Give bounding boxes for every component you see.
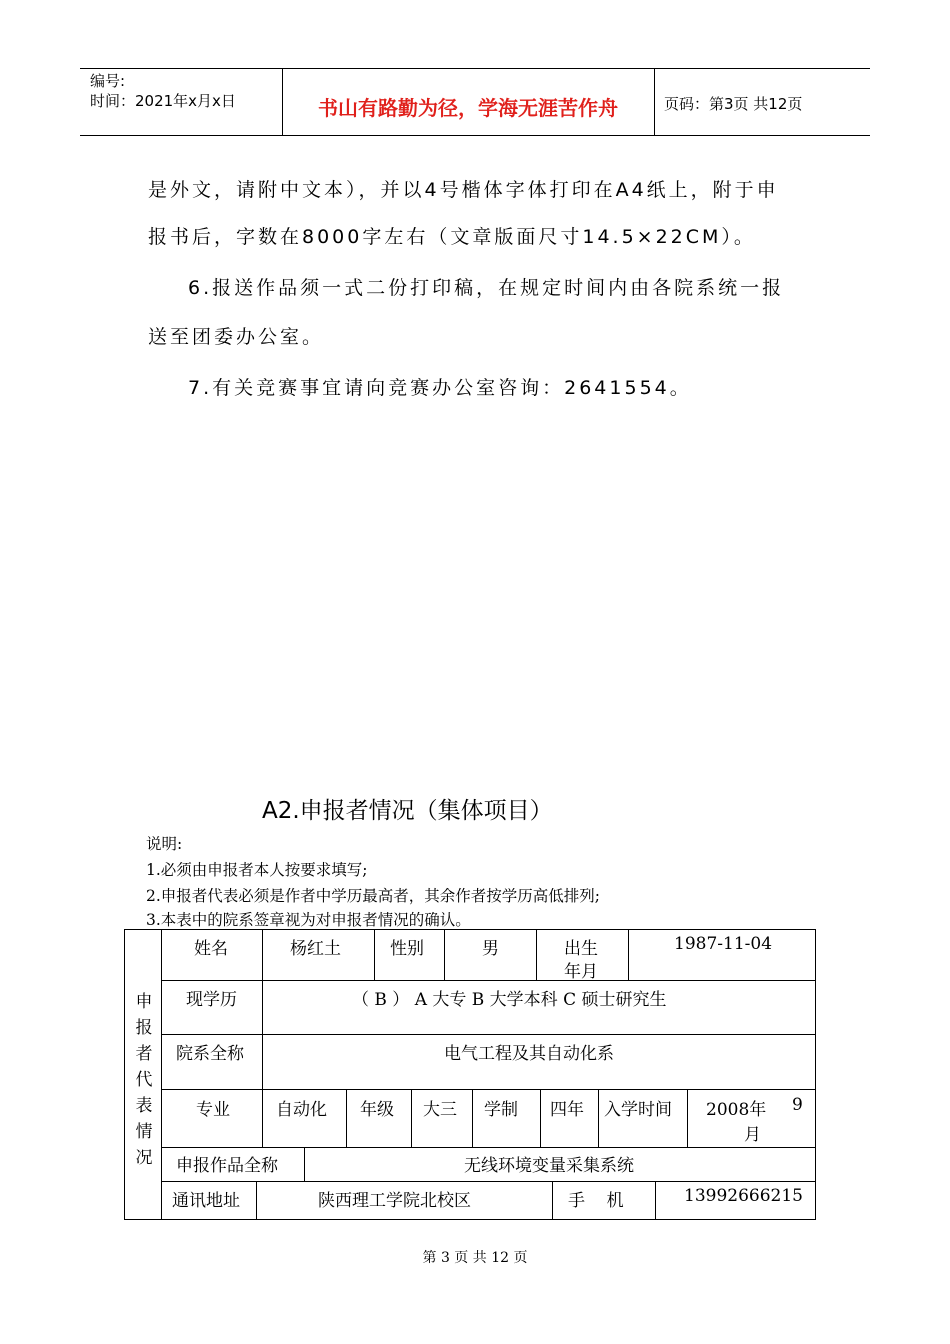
note-heading: 说明: <box>146 835 183 853</box>
body-line-2: 报书后，字数在8000字左右（文章版面尺寸14.5×22CM）。 <box>148 226 756 248</box>
enroll-value-year: 2008年 <box>706 1100 767 1120</box>
body-line-1: 是外文，请附中文本），并以4号楷体字体打印在A4纸上，附于申 <box>148 179 779 201</box>
enroll-label: 入学时间 <box>604 1100 672 1120</box>
body-line-3: 6.报送作品须一式二份打印稿，在规定时间内由各院系统一报 <box>188 277 785 299</box>
phone-value: 13992666215 <box>684 1186 803 1206</box>
note-item-1: 1.必须由申报者本人按要求填写; <box>146 861 368 879</box>
note-item-3: 3.本表中的院系签章视为对申报者情况的确认。 <box>146 911 471 929</box>
work-title-value: 无线环境变量采集系统 <box>464 1156 634 1176</box>
applicant-table <box>124 929 816 1220</box>
applicant-side-label: 申 报 者 代 表 情 况 <box>135 992 153 1168</box>
header-meta <box>90 71 236 111</box>
header-bottom-rule <box>80 135 870 136</box>
education-label: 现学历 <box>186 990 237 1010</box>
body-line-4: 送至团委办公室。 <box>148 326 325 348</box>
grade-value: 大三 <box>423 1100 457 1120</box>
name-label: 姓名 <box>194 939 228 959</box>
birth-value: 1987-11-04 <box>674 934 773 954</box>
header-top-rule <box>80 68 870 69</box>
major-label: 专业 <box>196 1100 230 1120</box>
work-title-label: 申报作品全称 <box>176 1156 278 1176</box>
education-value: （ B ） A 大专 B 大学本科 C 硕士研究生 <box>352 990 667 1010</box>
birth-label-line2: 年月 <box>564 962 598 982</box>
phone-label: 手 机 <box>568 1191 624 1211</box>
major-value: 自动化 <box>276 1100 327 1120</box>
grade-label: 年级 <box>360 1100 394 1120</box>
address-label: 通讯地址 <box>172 1191 240 1211</box>
header-page-indicator: 页码：第3页 共12页 <box>664 95 803 113</box>
document-time-label: 时间：2021年x月x日 <box>90 92 236 110</box>
gender-label: 性别 <box>390 939 424 959</box>
name-value: 杨红土 <box>290 939 341 959</box>
note-item-2: 2.申报者代表必须是作者中学历最高者，其余作者按学历高低排列; <box>146 887 601 905</box>
body-line-5: 7.有关竞赛事宜请向竞赛办公室咨询：2641554。 <box>188 377 692 399</box>
document-number-label: 编号: <box>90 72 126 90</box>
birth-label-line1: 出生 <box>564 939 598 959</box>
address-value: 陕西理工学院北校区 <box>318 1191 471 1211</box>
enroll-value-month: 9 <box>792 1095 803 1115</box>
header-divider-right <box>654 68 655 135</box>
section-title: A2.申报者情况（集体项目） <box>262 798 553 824</box>
page-footer: 第 3 页 共 12 页 <box>422 1250 528 1266</box>
header-motto: 书山有路勤为径，学海无涯苦作舟 <box>318 96 618 120</box>
gender-value: 男 <box>482 939 499 959</box>
schooling-label: 学制 <box>484 1100 518 1120</box>
department-label: 院系全称 <box>176 1044 244 1064</box>
schooling-value: 四年 <box>550 1100 584 1120</box>
department-value: 电气工程及其自动化系 <box>444 1044 614 1064</box>
enroll-value-month-unit: 月 <box>744 1125 761 1145</box>
